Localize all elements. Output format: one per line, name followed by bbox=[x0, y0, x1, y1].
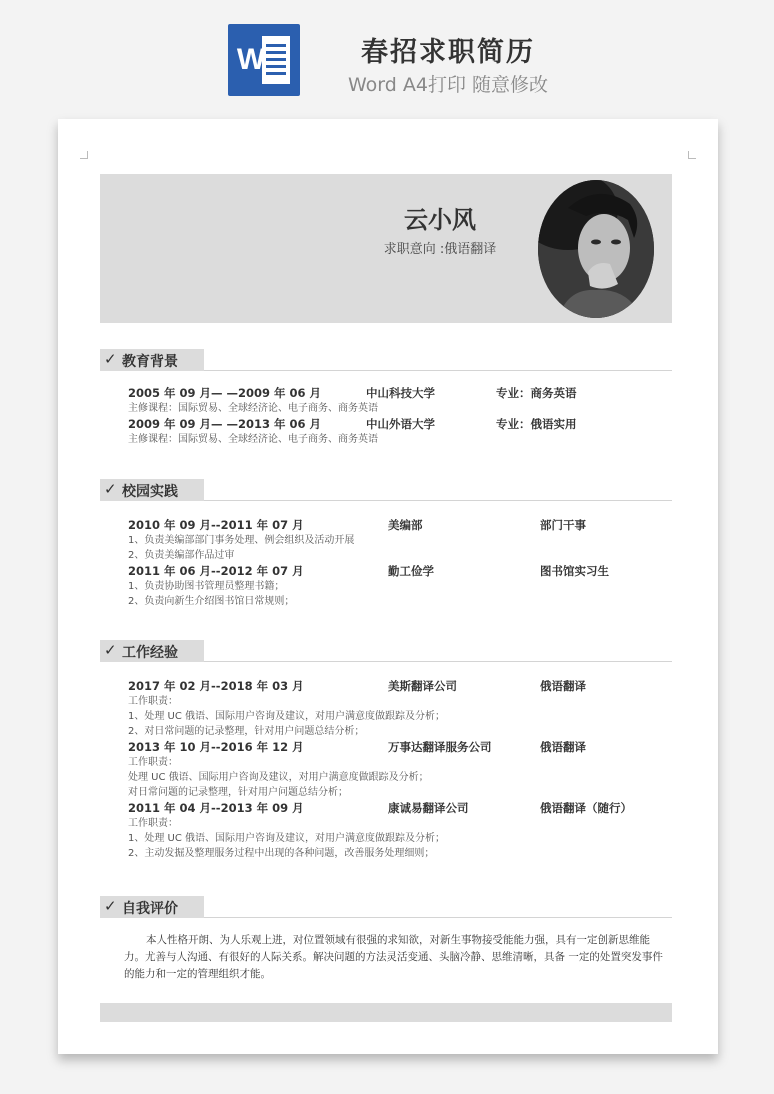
check-icon: ✓ bbox=[104, 350, 117, 368]
banner-title: 春招求职简历 bbox=[361, 37, 535, 68]
entry-line: 工作职责： bbox=[128, 757, 178, 768]
logo-letter: W bbox=[236, 43, 266, 76]
entry-period: 2005 年 09 月— —2009 年 06 月 bbox=[128, 386, 322, 400]
job-intent: 求职意向 :俄语翻译 bbox=[383, 242, 497, 257]
campus-entry bbox=[128, 517, 672, 533]
entry-line: 对日常问题的记录整理，针对用户问题总结分析； bbox=[128, 787, 348, 798]
entry-period: 2010 年 09 月--2011 年 07 月 bbox=[128, 518, 304, 532]
crop-mark bbox=[80, 151, 88, 159]
entry-line: 1、处理 UC 俄语、国际用户咨询及建议，对用户满意度做跟踪及分析； bbox=[128, 711, 446, 722]
work-section bbox=[100, 640, 672, 861]
entry-role: 俄语翻译（随行） bbox=[540, 801, 632, 815]
self-evaluation-section bbox=[100, 896, 672, 983]
entry-org: 勤工俭学 bbox=[388, 564, 434, 578]
check-icon: ✓ bbox=[104, 897, 117, 915]
entry-line: 工作职责： bbox=[128, 696, 178, 707]
entry-line: 处理 UC 俄语、国际用户咨询及建议，对用户满意度做跟踪及分析； bbox=[128, 772, 429, 783]
entry-line: 1、处理 UC 俄语、国际用户咨询及建议，对用户满意度做跟踪及分析； bbox=[128, 833, 446, 844]
entry-line: 2、对日常问题的记录整理，针对用户问题总结分析； bbox=[128, 726, 365, 737]
education-entry bbox=[128, 385, 672, 401]
entry-period: 2011 年 06 月--2012 年 07 月 bbox=[128, 564, 304, 578]
entry-role: 俄语翻译 bbox=[540, 679, 586, 693]
entry-courses: 主修课程：国际贸易、全球经济论、电子商务、商务英语 bbox=[128, 403, 378, 414]
entry-company: 康诚易翻译公司 bbox=[388, 801, 469, 815]
section-title: 自我评价 bbox=[122, 901, 178, 917]
campus-section bbox=[100, 479, 672, 609]
section-title: 工作经验 bbox=[122, 645, 178, 661]
entry-org: 美编部 bbox=[388, 518, 423, 532]
word-logo-icon bbox=[228, 24, 300, 96]
check-icon: ✓ bbox=[104, 641, 117, 659]
crop-mark bbox=[688, 151, 696, 159]
entry-line: 工作职责： bbox=[128, 818, 178, 829]
entry-company: 美斯翻译公司 bbox=[388, 679, 457, 693]
entry-line: 2、负责美编部作品过审 bbox=[128, 550, 235, 561]
self-evaluation-text: 本人性格开朗、为人乐观上进，对位置领域有很强的求知欲，对新生事物接受能能力强，具有一定创新思维能力。尤善与人沟通、有很好的人际关系。解决问题的方法灵活变通、头脑冷静、思维清晰，具备 一定的处置突发事件的能力和一定的管理组织才能。 bbox=[124, 934, 663, 980]
education-entry bbox=[128, 416, 672, 432]
check-icon: ✓ bbox=[104, 480, 117, 498]
banner bbox=[0, 0, 774, 110]
education-section bbox=[100, 349, 672, 447]
entry-courses: 主修课程：国际贸易、全球经济论、电子商务、商务英语 bbox=[128, 434, 378, 445]
campus-entry bbox=[128, 563, 672, 579]
entry-role: 图书馆实习生 bbox=[540, 564, 609, 578]
section-title: 校园实践 bbox=[122, 484, 178, 500]
section-heading bbox=[100, 349, 672, 371]
entry-line: 1、负责协助图书管理员整理书籍； bbox=[128, 581, 285, 592]
entry-line: 2、主动发掘及整理服务过程中出现的各种问题，改善服务处理细则； bbox=[128, 848, 435, 859]
section-heading bbox=[100, 640, 672, 662]
entry-major: 专业：俄语实用 bbox=[496, 417, 577, 431]
avatar bbox=[538, 180, 654, 318]
entry-major: 专业：商务英语 bbox=[496, 386, 577, 400]
entry-period: 2013 年 10 月--2016 年 12 月 bbox=[128, 740, 304, 754]
footer-bar bbox=[100, 1003, 672, 1022]
resume-page bbox=[58, 119, 718, 1054]
entry-role: 部门干事 bbox=[540, 518, 586, 532]
portrait-photo bbox=[538, 180, 654, 318]
work-entry bbox=[128, 678, 672, 694]
entry-school: 中山科技大学 bbox=[366, 386, 435, 400]
candidate-name: 云小风 bbox=[404, 206, 476, 234]
section-heading bbox=[100, 479, 672, 501]
work-entry bbox=[128, 739, 672, 755]
section-heading bbox=[100, 896, 672, 918]
work-entry bbox=[128, 800, 672, 816]
entry-company: 万事达翻译服务公司 bbox=[388, 740, 492, 754]
entry-school: 中山外语大学 bbox=[366, 417, 435, 431]
entry-role: 俄语翻译 bbox=[540, 740, 586, 754]
entry-line: 2、负责向新生介绍图书馆日常规则； bbox=[128, 596, 295, 607]
entry-line: 1、负责美编部部门事务处理、例会组织及活动开展 bbox=[128, 535, 355, 546]
profile-header bbox=[100, 174, 672, 323]
entry-period: 2011 年 04 月--2013 年 09 月 bbox=[128, 801, 304, 815]
banner-subtitle: Word A4打印 随意修改 bbox=[347, 74, 548, 96]
section-title: 教育背景 bbox=[122, 354, 178, 370]
entry-period: 2017 年 02 月--2018 年 03 月 bbox=[128, 679, 304, 693]
entry-period: 2009 年 09 月— —2013 年 06 月 bbox=[128, 417, 322, 431]
